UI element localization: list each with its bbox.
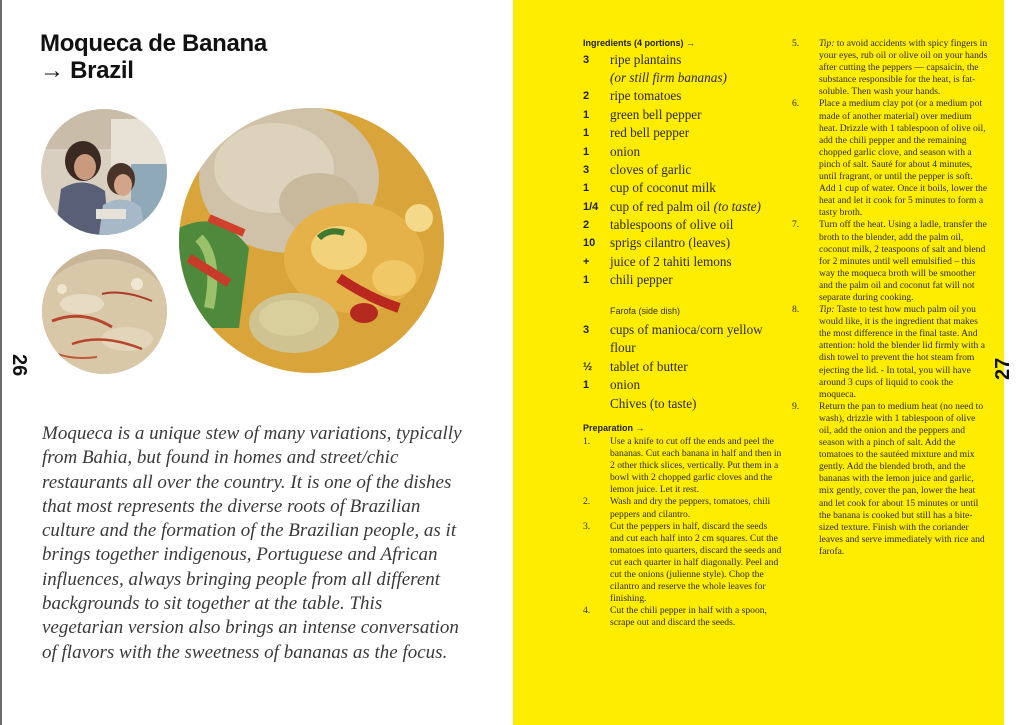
ingredient-name-text: sprigs cilantro (leaves): [610, 235, 731, 250]
step-body: Taste to test how much palm oil you would like, it is the ingredient that makes the most difference in the final taste. And attention: hold the blender lid firmly with a dish towel to prevent the hot steam from ejecting the lid. - In total, you will have around 3 cups of liquid to cook the moqueca.: [819, 304, 985, 400]
preparation-step: [792, 401, 988, 558]
page-number-left: 26: [8, 354, 30, 377]
ingredient-name-text: green bell pepper: [610, 107, 702, 122]
ingredient-name: [610, 124, 689, 142]
step-text: [819, 98, 987, 218]
ingredient-quantity: 1: [583, 274, 590, 286]
recipe-title: [40, 30, 267, 84]
farofa-name: tablet of butter: [610, 359, 688, 374]
ingredient-row: [583, 198, 788, 216]
farofa-quantity: 3: [583, 324, 590, 336]
farofa-heading: Farofa (side dish): [610, 306, 681, 316]
step-body: Place a medium clay pot (or a medium pot made of another material) over medium heat. Drizzle with 1 tablespoon of olive oil, add the chili pepper and the remaining chopped garlic clove, and season with a pinch of salt. Sauté for about 4 minutes, until fragrant, or until the pepper is soft. Add 1 cup of water. Once it boils, lower the heat and let it cook for 5 minutes to form a tasty broth.: [819, 98, 988, 219]
ingredient-quantity: 1/4: [583, 201, 599, 213]
ingredient-name: [610, 106, 702, 124]
ingredient-row: [583, 216, 788, 234]
step-number: 6.: [792, 98, 800, 110]
step-text: [610, 496, 770, 519]
ingredient-name: [610, 179, 716, 197]
step-number: 1.: [583, 436, 591, 447]
ingredient-name-text: chili pepper: [610, 272, 673, 287]
step-number: 3.: [583, 520, 591, 532]
step-body: to avoid accidents with spicy fingers in your eyes, rub oil or olive oil on your hands after cutting the peppers — capsaicin, the substance responsible for the heat, is fat-soluble. Then wash your hands.: [819, 38, 988, 98]
ingredient-quantity: 1: [583, 127, 590, 139]
step-text: [610, 605, 767, 628]
stew-photo: [42, 249, 167, 374]
ingredient-name: [610, 198, 761, 216]
ingredient-quantity: +: [583, 256, 590, 268]
ingredient-row: [583, 51, 788, 69]
farofa-name: Chives (to taste): [610, 396, 697, 411]
ingredient-row: [583, 124, 788, 142]
ingredient-name: [610, 216, 733, 234]
ingredient-quantity: 2: [583, 90, 590, 102]
ingredient-row: [583, 179, 788, 197]
ingredient-name: [610, 87, 681, 105]
farofa-row: [583, 321, 788, 339]
step-number: 8.: [792, 304, 800, 316]
preparation-step: [583, 496, 783, 520]
page-number-right: 27: [992, 357, 1014, 380]
steps-column-1: [583, 436, 783, 630]
ingredient-quantity: 1: [583, 109, 590, 121]
ingredient-name: [610, 143, 640, 161]
ingredient-name-text: cloves of garlic: [610, 162, 692, 177]
ingredient-name: [610, 161, 691, 179]
ingredient-name-text: red bell pepper: [610, 125, 690, 140]
ingredient-name-text: cup of red palm oil: [610, 199, 711, 214]
step-text: [819, 401, 985, 557]
farofa-row: [583, 376, 788, 394]
cooks-photo: [41, 109, 167, 235]
step-text: [610, 436, 781, 495]
farofa-row: [583, 395, 788, 413]
farofa-name: onion: [610, 377, 641, 392]
ingredient-name-text: ripe plantains: [610, 52, 682, 67]
step-text: [819, 219, 987, 303]
step-number: 7.: [792, 219, 800, 231]
ingredient-row: [583, 106, 788, 124]
ingredient-row: [583, 234, 788, 252]
ingredient-quantity: 10: [583, 237, 596, 249]
ingredient-name: [610, 271, 673, 289]
ingredient-name-text: (or still firm bananas): [610, 70, 727, 85]
ingredient-quantity: 3: [583, 164, 590, 176]
ingredients-heading: Ingredients (4 portions) →: [583, 38, 696, 48]
ingredient-row: [583, 271, 788, 289]
ingredient-note: (to taste): [713, 199, 761, 214]
farofa-row: [583, 358, 788, 376]
step-body: Return the pan to medium heat (no need to wash), drizzle with 1 tablespoon of olive oil, add the onion and the peppers and season with a pinch of salt. Add the tomatoes to the sautéed mixture and mix gently. Add the blended broth, and the bananas with the lemon juice and garlic, mix gently, cover the pan, lower the heat and let cook for about 15 minutes or until the banana is cooked but still has a bite-sized texture. Finish with the coriander leaves and serve immediately with rice and farofa.: [819, 400, 985, 557]
farofa-name: cups of manioca/corn yellow: [610, 322, 763, 337]
page-edge-line: [0, 0, 2, 725]
ingredient-name-text: ripe tomatoes: [610, 88, 682, 103]
farofa-quantity: 1: [583, 379, 590, 391]
title-line-2: → Brazil: [40, 57, 134, 84]
preparation-step: [792, 219, 988, 304]
tip-label: Tip:: [819, 304, 835, 316]
preparation-step: [583, 521, 783, 606]
ingredient-name: [610, 51, 681, 69]
ingredient-row: [583, 69, 788, 87]
step-body: Use a knife to cut off the ends and peel the bananas. Cut each banana in half and then in 2 other thick slices, vertically. Put them in a bowl with 2 chopped garlic cloves and the lemon juice. Let it rest.: [610, 436, 782, 496]
preparation-step: [583, 436, 783, 496]
title-line-1: Moqueca de Banana: [40, 30, 267, 57]
step-text: [819, 304, 985, 400]
preparation-step: [792, 38, 988, 98]
ingredient-row: [583, 161, 788, 179]
step-number: 5.: [792, 38, 800, 49]
ingredient-row: [583, 87, 788, 105]
ingredient-quantity: 3: [583, 54, 590, 66]
farofa-row: [583, 339, 788, 357]
ingredient-quantity: 2: [583, 219, 590, 231]
ingredient-name: [610, 234, 730, 252]
ingredient-row: [583, 143, 788, 161]
step-number: 2.: [583, 496, 591, 508]
ingredient-quantity: 1: [583, 146, 590, 158]
ingredient-name-text: cup of coconut milk: [610, 180, 716, 195]
preparation-heading: Preparation →: [583, 423, 645, 433]
step-body: Turn off the heat. Using a ladle, transfer the broth to the blender, add the palm oil, coconut milk, 2 teaspoons of salt and blend for 2 minutes until well emulsified – this way the moqueca broth will be smoother and the palm oil and coconut fat will not separate during cooking.: [819, 219, 987, 303]
step-number: 9.: [792, 400, 800, 412]
ingredient-name-text: juice of 2 tahiti lemons: [610, 254, 732, 269]
ingredient-name-text: tablespoons of olive oil: [610, 217, 734, 232]
ingredient-name-text: onion: [610, 144, 641, 159]
step-text: [610, 521, 781, 605]
plate-photo: [179, 108, 444, 373]
ingredient-row: [583, 253, 788, 271]
preparation-step: [792, 98, 988, 219]
intro-paragraph: Moqueca is a unique stew of many variations, typically from Bahia, but found in homes and street/chic restaurants all over the country. It is one of the dishes that most represents the diverse roots of Brazilian culture and the formation of the Brazilian people, as it brings together indigenous, Portuguese and African influences, always bringing people from all different backgrounds to sit together at the table. This vegetarian version also brings an intense conversation of flavors with the sweetness of bananas as the focus.: [42, 423, 462, 663]
step-number: 4.: [583, 605, 591, 617]
farofa-quantity: ½: [583, 361, 593, 373]
ingredient-name: [610, 69, 727, 87]
ingredient-quantity: 1: [583, 182, 590, 194]
step-body: Cut the peppers in half, discard the seeds and cut each half into 2 cm squares. Cut the tomatoes into quarters, discard the seeds and cut each quarter in half diagonally. Peel and cut the onions (julienne style). Chop the cilantro and reserve the whole leaves for finishing.: [610, 520, 782, 605]
farofa-name: flour: [610, 340, 636, 355]
tip-label: Tip:: [819, 38, 835, 49]
preparation-step: [583, 605, 783, 629]
step-text: [819, 38, 987, 97]
step-body: Cut the chili pepper in half with a spoon, scrape out and discard the seeds.: [610, 605, 767, 629]
ingredient-name: [610, 253, 732, 271]
steps-column-2: [792, 38, 988, 558]
step-body: Wash and dry the peppers, tomatoes, chili peppers and cilantro.: [610, 496, 771, 520]
preparation-step: [792, 304, 988, 401]
